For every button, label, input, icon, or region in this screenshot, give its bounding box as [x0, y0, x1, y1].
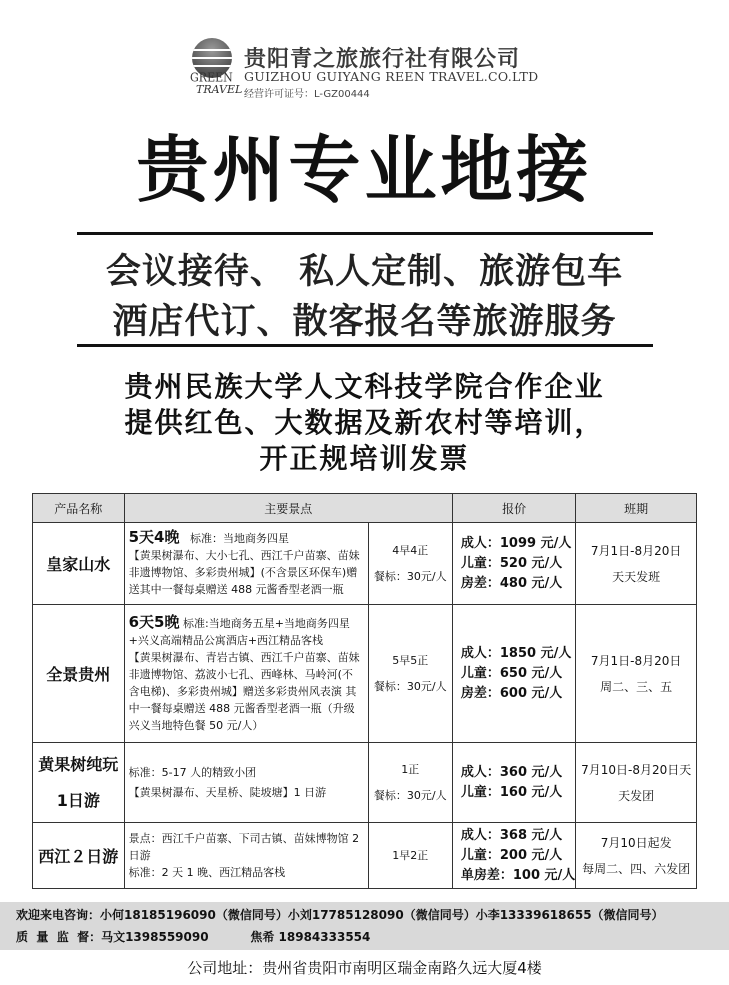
spots-text: 【黄果树瀑布、大小七孔、西江千户苗寨、苗妹非遗博物馆、多彩贵州城】(不含景区环保车)赠送其中一餐每桌赠送 488 元酱香型老酒一瓶: [128, 549, 360, 596]
price-adult: 成人：368 元/人: [460, 827, 563, 843]
price-cell: [452, 743, 575, 823]
price-cell: [452, 605, 575, 743]
table-row: [33, 605, 697, 743]
product-name: [33, 743, 125, 823]
table-row: [33, 523, 697, 605]
product-name-line-1: 黄果树纯玩: [38, 754, 119, 774]
schedule-dates: 7月1日-8月20日: [590, 543, 682, 558]
price-child: 儿童：520 元/人: [460, 555, 563, 571]
meal-cell: [368, 523, 452, 605]
schedule-cell: [576, 523, 697, 605]
meal-count: 1正: [401, 762, 420, 776]
product-name-line-2: 1日游: [56, 790, 100, 810]
product-description: [124, 823, 368, 889]
schedule-days: 每周二、四、六发团: [582, 861, 691, 876]
price-adult: 成人：1099 元/人: [460, 535, 572, 551]
product-name: 皇家山水: [33, 523, 125, 605]
header-schedule: 班期: [576, 494, 697, 523]
product-description: [124, 743, 368, 823]
services-line-2: 酒店代订、散客报名等旅游服务: [112, 302, 617, 342]
spots-text: 【黄果树瀑布、青岩古镇、西江千户苗寨、苗妹非遗博物馆、荔波小七孔、西峰林、马岭河(不含电梯)、多彩贵州城】赠送多彩贵州风表演 其中一餐每桌赠送 488 元酱香型老酒一瓶（升级兴义当地特色餐 50 元/人）: [128, 650, 360, 732]
product-table: [32, 493, 697, 889]
company-name-cn: 贵阳青之旅旅行社有限公司: [244, 47, 521, 72]
product-description: [124, 605, 368, 743]
standard: 标准：5-17 人的精致小团: [128, 765, 257, 779]
table-header-row: [33, 494, 697, 523]
schedule-days: 周二、三、五: [600, 679, 673, 694]
product-name: 全景贵州: [33, 605, 125, 743]
standard: 标准:当地商务五星+当地商务四星+兴义高端精品公寓酒店+西江精品客栈: [128, 616, 350, 647]
header-spots: 主要景点: [124, 494, 452, 523]
meal-standard: 餐标：30元/人: [373, 788, 447, 802]
spots-text: 景点：西江千户苗寨、下司古镇、苗妹博物馆 2日游: [128, 832, 360, 862]
main-title: 贵州专业地接: [136, 128, 593, 212]
price-adult: 成人：1850 元/人: [460, 645, 572, 661]
logo-text-green: GREEN: [190, 70, 233, 85]
price-cell: [452, 523, 575, 605]
header-name: 产品名称: [33, 494, 125, 523]
partner-line-1: 贵州民族大学人文科技学院合作企业: [124, 370, 605, 403]
meal-standard: 餐标：30元/人: [373, 569, 447, 583]
price-child: 儿童：200 元/人: [460, 847, 563, 863]
price-room: 房差：600 元/人: [460, 685, 563, 701]
duration: 5天4晚: [128, 528, 180, 546]
meal-cell: [368, 605, 452, 743]
logo-text-travel: TRAVEL: [196, 83, 243, 96]
price-room: 单房差：100 元/人: [460, 867, 576, 883]
standard: 标准：当地商务四星: [189, 532, 289, 545]
divider-top: [77, 232, 653, 235]
price-child: 儿童：160 元/人: [460, 784, 563, 800]
meal-count: 4早4正: [392, 543, 429, 557]
services-line-1: 会议接待、 私人定制、旅游包车: [105, 252, 624, 292]
contact-hotline: 欢迎来电咨询：小何18185196090（微信同号）小刘17785128090（微信同号）小李13339618655（微信同号）: [16, 908, 664, 922]
standard: 标准：2 天 1 晚、西江精品客栈: [128, 866, 286, 879]
schedule-cell: [576, 743, 697, 823]
meal-count: 1早2正: [392, 848, 429, 862]
schedule-dates: 7月10日起发: [600, 835, 672, 850]
company-address: 公司地址：贵州省贵阳市南明区瑞金南路久远大厦4楼: [187, 959, 542, 977]
quality-supervision: 质 量 监 督：马文1398559090 焦希 18984333554: [16, 930, 371, 944]
table-row: [33, 743, 697, 823]
meal-standard: 餐标：30元/人: [373, 679, 447, 693]
header-price: 报价: [452, 494, 575, 523]
schedule-cell: [576, 605, 697, 743]
schedule-dates: 7月10日-8月20日天: [581, 762, 692, 777]
meal-cell: [368, 823, 452, 889]
schedule-days: 天天发班: [612, 569, 661, 584]
partner-line-2: 提供红色、大数据及新农村等培训，: [124, 406, 605, 439]
schedule-days: 天发团: [618, 788, 655, 803]
meal-count: 5早5正: [392, 653, 429, 667]
company-name-en: GUIZHOU GUIYANG REEN TRAVEL.CO.LTD: [244, 69, 539, 84]
partner-line-3: 开正规培训发票: [259, 442, 470, 475]
schedule-cell: [576, 823, 697, 889]
meal-cell: [368, 743, 452, 823]
price-adult: 成人：360 元/人: [460, 764, 563, 780]
table-row: [33, 823, 697, 889]
divider-bottom: [77, 344, 653, 347]
price-child: 儿童：650 元/人: [460, 665, 563, 681]
price-room: 房差：480 元/人: [460, 575, 563, 591]
license-number: 经营许可证号：L-GZ00444: [244, 89, 370, 100]
price-cell: [452, 823, 575, 889]
product-name: 西江２日游: [33, 823, 125, 889]
duration: 6天5晚: [128, 612, 180, 631]
product-description: [124, 523, 368, 605]
schedule-dates: 7月1日-8月20日: [590, 653, 682, 668]
spots-text: 【黄果树瀑布、天星桥、陡坡塘】1 日游: [128, 785, 327, 799]
